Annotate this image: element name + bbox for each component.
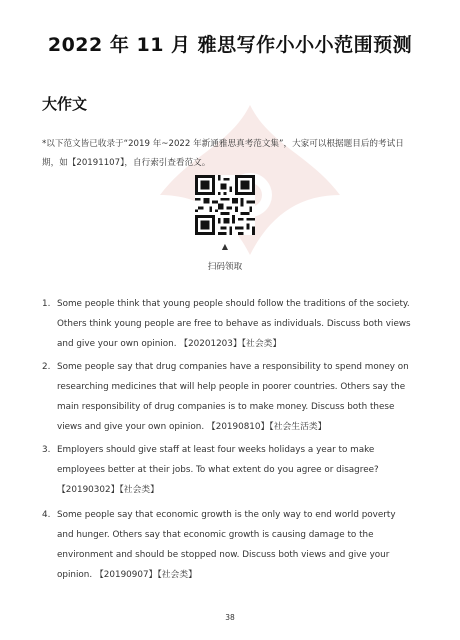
list-item-number: 3. [42,445,51,455]
qr-code-icon[interactable] [195,175,255,235]
page-title: 2022 年 11 月 雅思写作小小小范围预测 [47,34,413,56]
list-item-text: Some people say that drug companies have a responsibility to spend money on researching medicines that will help people in poorer countries. Others say the main responsibility of drug companies is to make money. Discuss both these views and give your own opinion. 【20190810】【社会生活类】 [57,362,409,432]
list-item-text: Employers should give staff at least four weeks holidays a year to make employees better at their jobs. To what extent do you agree or disagree? 【20190302】【社会类】 [57,445,379,495]
arrow-up-icon: ▲ [221,242,229,251]
list-item [42,505,414,585]
list-item-text: Some people think that young people should follow the traditions of the society. Others think young people are free to behave as individuals. Discuss both views and give your own opinion. 【20201203】【社会类】 [57,299,411,349]
list-item [42,440,414,500]
section-heading: 大作文 [42,95,88,113]
list-item-number: 1. [42,299,51,309]
intro-paragraph: *以下范文皆已收录于“2019 年~2022 年新通雅思真考范文集”，大家可以根据题目后的考试日期，如【20191107】，自行索引查看范文。 [42,139,404,168]
essay-topic-list [42,294,414,585]
list-item-number: 4. [42,510,51,520]
page-number: 38 [225,613,235,622]
list-item-text: Some people say that economic growth is the only way to end world poverty and hunger. Others say that economic growth is causing damage to the environment and should be stopped now. Discuss both views and give your opinion. 【20190907】【社会类】 [57,510,396,580]
list-item-number: 2. [42,362,51,372]
qr-caption: 扫码领取 [207,262,243,272]
list-item [42,357,414,437]
qr-code-container[interactable] [195,175,255,235]
list-item [42,294,414,354]
